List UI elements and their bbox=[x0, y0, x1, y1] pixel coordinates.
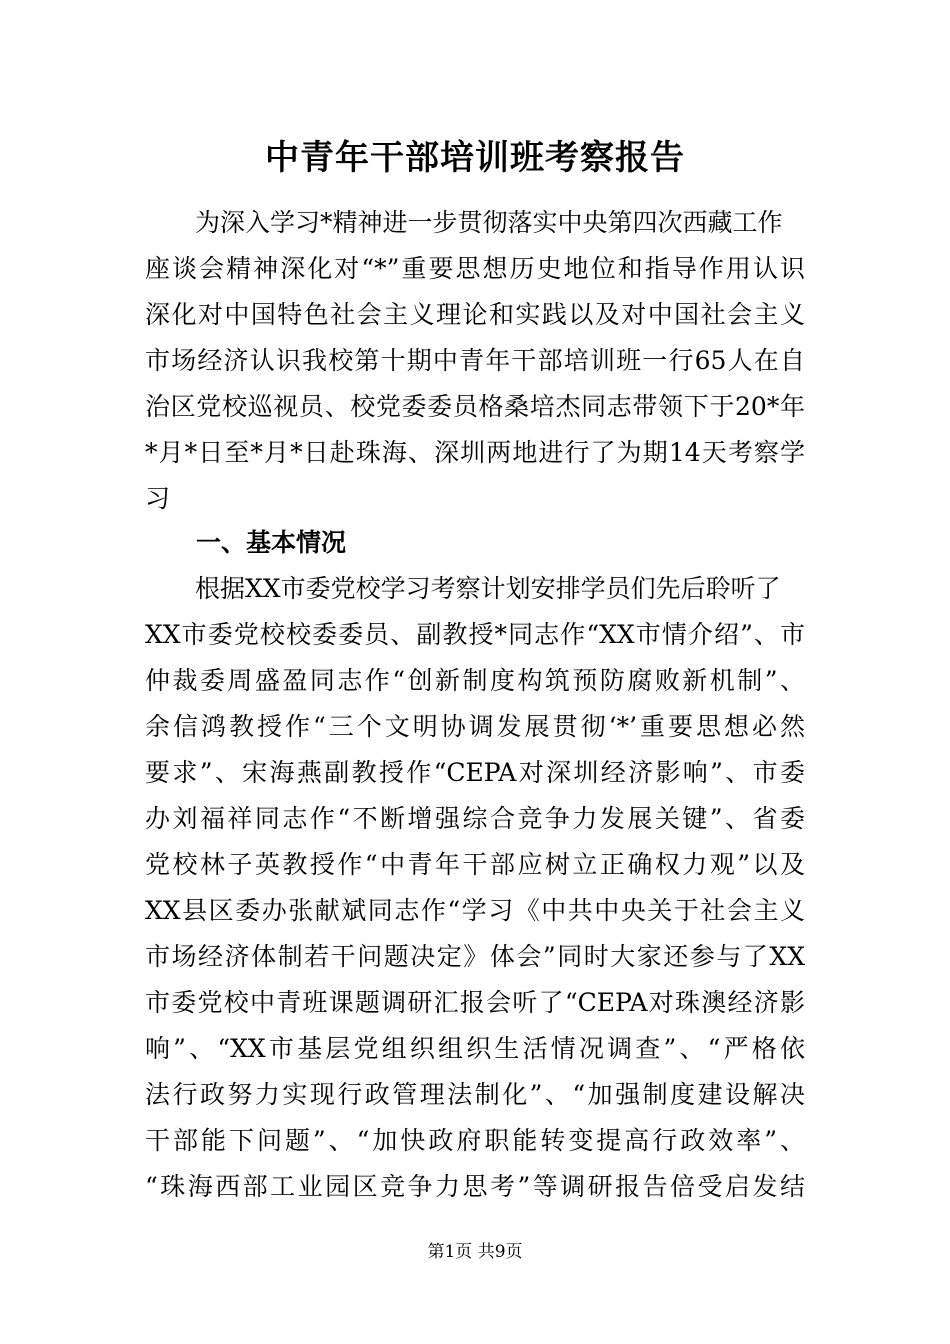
paragraph-line: XX市委党校校委委员、副教授*同志作“XX市情介绍”、市 bbox=[145, 620, 805, 649]
paragraph-intro bbox=[145, 200, 805, 522]
paragraph-line: 治区党校巡视员、校党委委员格桑培杰同志带领下于20*年 bbox=[145, 392, 805, 421]
paragraph-line: 深化对中国特色社会主义理论和实践以及对中国社会主义 bbox=[145, 300, 805, 329]
paragraph-line: *月*日至*月*日赴珠海、深圳两地进行了为期14天考察学 bbox=[145, 438, 805, 467]
page-indicator: 第1页 共9页 bbox=[427, 1242, 523, 1262]
paragraph-line: 响”、“XX市基层党组织组织生活情况调查”、“严格依 bbox=[145, 1034, 805, 1063]
paragraph-line: 余信鸿教授作“三个文明协调发展贯彻‘*’重要思想必然 bbox=[145, 712, 805, 741]
document-title: 中青年干部培训班考察报告 bbox=[265, 138, 685, 178]
paragraph-line: XX县区委办张献斌同志作“学习《中共中央关于社会主义 bbox=[145, 896, 805, 925]
paragraph-line: 仲裁委周盛盈同志作“创新制度构筑预防腐败新机制”、 bbox=[145, 666, 805, 695]
paragraph-line: 办刘福祥同志作“不断增强综合竞争力发展关键”、省委 bbox=[145, 804, 805, 833]
paragraph-line: 为深入学习*精神进一步贯彻落实中央第四次西藏工作 bbox=[195, 208, 783, 237]
paragraph-basic-situation bbox=[145, 566, 805, 1210]
paragraph-line: 市场经济认识我校第十期中青年干部培训班一行65人在自 bbox=[145, 346, 805, 375]
paragraph-line: 法行政努力实现行政管理法制化”、“加强制度建设解决 bbox=[145, 1080, 805, 1109]
paragraph-line: 市委党校中青班课题调研汇报会听了“CEPA对珠澳经济影 bbox=[145, 988, 805, 1017]
paragraph-line: 要求”、宋海燕副教授作“CEPA对深圳经济影响”、市委 bbox=[145, 758, 805, 787]
section-heading: 一、基本情况 bbox=[196, 528, 347, 557]
paragraph-line: “珠海西部工业园区竞争力思考”等调研报告倍受启发结 bbox=[145, 1172, 805, 1201]
paragraph-line: 根据XX市委党校学习考察计划安排学员们先后聆听了 bbox=[195, 574, 781, 603]
paragraph-line: 干部能下问题”、“加快政府职能转变提高行政效率”、 bbox=[145, 1126, 805, 1155]
paragraph-line: 习 bbox=[145, 484, 171, 513]
paragraph-line: 党校林子英教授作“中青年干部应树立正确权力观”以及 bbox=[145, 850, 805, 879]
paragraph-line: 座谈会精神深化对“*”重要思想历史地位和指导作用认识 bbox=[145, 254, 805, 283]
paragraph-line: 市场经济体制若干问题决定》体会”同时大家还参与了XX bbox=[145, 942, 805, 971]
